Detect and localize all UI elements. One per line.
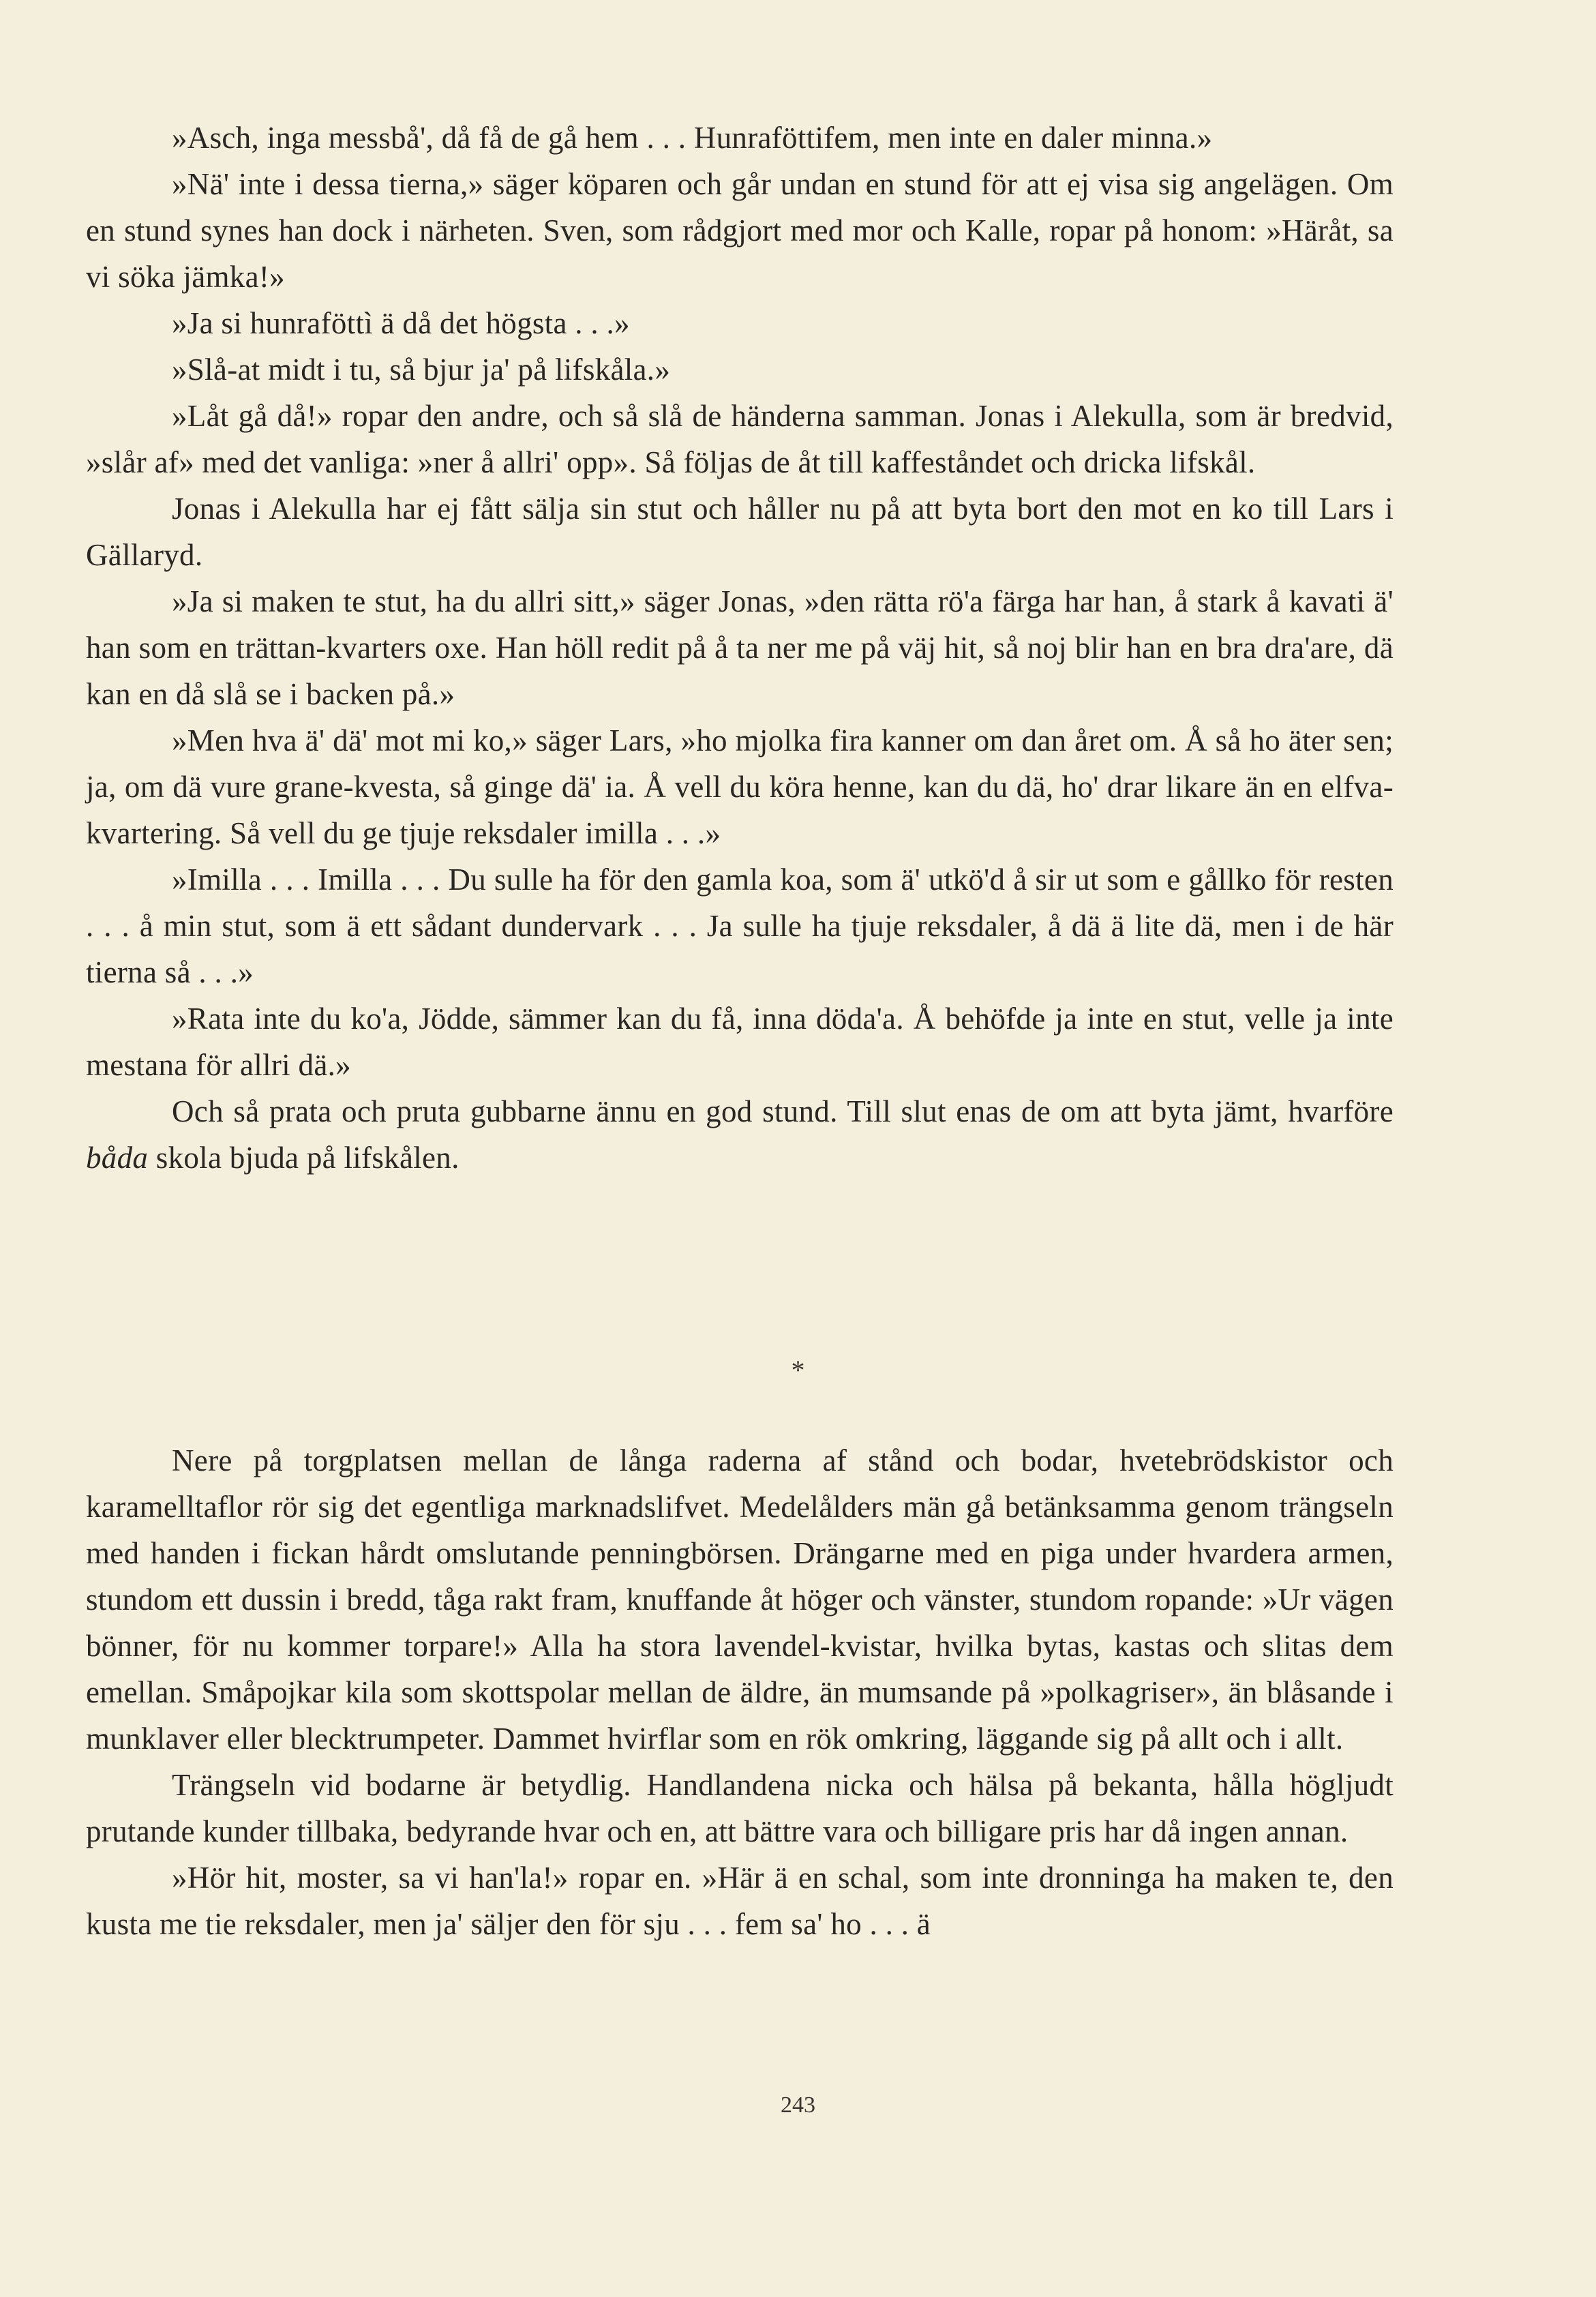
page-number: 243 [781, 2092, 815, 2118]
paragraph: »Låt gå då!» ropar den andre, och så slå de händerna samman. Jonas i Alekulla, som är bredvid, »slår af» med det vanliga: »ner å allri' opp». Så följas de åt till kaffeståndet och dricka lifskål. [86, 399, 1394, 479]
section-separator: * [791, 1355, 805, 1385]
paragraph: »Ja si maken te stut, ha du allri sitt,» säger Jonas, »den rätta rö'a färga har han, å stark å kavati ä' han som en trättan-kvarters oxe. Han höll redit på å ta ner me på väj hit, så noj blir han en bra dra'are, dä kan en då slå se i backen på.» [86, 584, 1394, 711]
paragraph: »Hör hit, moster, sa vi han'la!» ropar en. »Här ä en schal, som inte dronninga ha maken te, den kusta me tie reksdaler, men ja' säljer den för sju . . . fem sa' ho . . . ä [86, 1861, 1394, 1941]
paragraph: »Nä' inte i dessa tierna,» säger köparen och går undan en stund för att ej visa sig angelägen. Om en stund synes han dock i närheten. Sven, som rådgjort med mor och Kalle, ropar på honom: »Häråt, sa vi söka jämka!» [86, 167, 1394, 294]
market-section [86, 1437, 1394, 1947]
paragraph: Nere på torgplatsen mellan de långa raderna af stånd och bodar, hvetebrödskistor och karamelltaflor rör sig det egentliga marknadslifvet. Medelålders män gå betänksamma genom trängseln med handen i fickan hårdt omslutande penningbörsen. Drängarne med en piga under hvardera armen, stundom ett dussin i bredd, tåga rakt fram, knuffande åt höger och vänster, stundom ropande: »Ur vägen bönner, för nu kommer torpare!» Alla ha stora lavendel-kvistar, hvilka bytas, kastas och slitas dem emellan. Småpojkar kila som skottspolar mellan de äldre, än mumsande på »polkagriser», än blåsande i munklaver eller blecktrumpeter. Dammet hvirflar som en rök omkring, läggande sig på allt och i allt. [86, 1443, 1394, 1756]
paragraph: Trängseln vid bodarne är betydlig. Handlandena nicka och hälsa på bekanta, hålla högljudt prutande kunder tillbaka, bedyrande hvar och en, att bättre vara och billigare pris har då ingen annan. [86, 1768, 1394, 1848]
paragraph: »Asch, inga messbå', då få de gå hem . . . Hunraföttifem, men inte en daler minna.» [172, 121, 1213, 155]
emphasized-word: båda [86, 1141, 149, 1175]
dialogue-section [86, 115, 1394, 1181]
paragraph-text: Och så prata och pruta gubbarne ännu en god stund. Till slut enas de om att byta jämt, hvarföre [172, 1094, 1394, 1128]
paragraph: Jonas i Alekulla har ej fått sälja sin stut och håller nu på att byta bort den mot en ko till Lars i Gällaryd. [86, 492, 1394, 572]
paragraph: »Imilla . . . Imilla . . . Du sulle ha för den gamla koa, som ä' utkö'd å sir ut som e gållko för resten . . . å min stut, som ä ett sådant dundervark . . . Ja sulle ha tjuje reksdaler, å dä ä lite dä, men i de här tierna så . . .» [86, 862, 1394, 989]
paragraph-text: skola bjuda på lifskålen. [148, 1141, 460, 1175]
paragraph: »Rata inte du ko'a, Jödde, sämmer kan du få, inna döda'a. Å behöfde ja inte en stut, velle ja inte mestana för allri dä.» [86, 1002, 1394, 1082]
paragraph [86, 1088, 1394, 1181]
paragraph: »Men hva ä' dä' mot mi ko,» säger Lars, »ho mjolka fira kanner om dan året om. Å så ho äter sen; ja, om dä vure grane-kvesta, så ginge dä' ia. Å vell du köra henne, kan du dä, ho' drar likare än en elfva-kvartering. Så vell du ge tjuje reksdaler imilla . . .» [86, 723, 1394, 850]
paragraph: »Slå-at midt i tu, så bjur ja' på lifskåla.» [172, 352, 671, 387]
paragraph: »Ja si hunraföttì ä då det högsta . . .» [172, 306, 630, 340]
